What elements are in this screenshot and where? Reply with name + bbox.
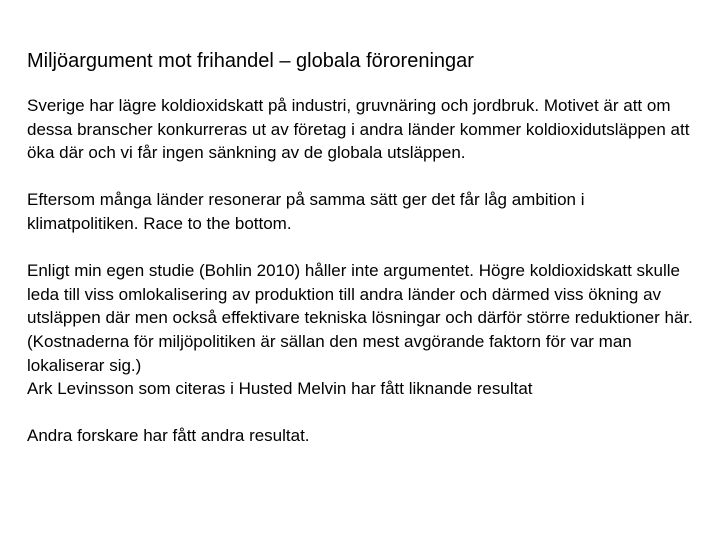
paragraph-spacer <box>27 401 697 425</box>
paragraph-other-researchers: Andra forskare har fått andra resultat. <box>27 426 310 446</box>
paragraph-race-to-bottom: Eftersom många länder resonerar på samma sätt ger det får låg ambition i klimatpolitiken. Race to the bottom. <box>27 190 585 233</box>
slide-body <box>27 94 697 448</box>
paragraph-spacer <box>27 236 697 260</box>
paragraph-carbon-tax: Sverige har lägre koldioxidskatt på industri, gruvnäring och jordbruk. Motivet är att om dessa branscher konkurreras ut av företag i andra länder kommer koldioxidutsläppen att öka där och vi får ingen sänkning av de globala utsläppen. <box>27 96 690 163</box>
slide-title: Miljöargument mot frihandel – globala föroreningar <box>27 50 474 72</box>
paragraph-levinsson: Ark Levinsson som citeras i Husted Melvin har fått liknande resultat <box>27 379 533 399</box>
paragraph-own-study: Enligt min egen studie (Bohlin 2010) håller inte argumentet. Högre koldioxidskatt skulle leda till viss omlokalisering av produktion till andra länder och därmed viss ökning av utsläppen där men också effektivare tekniska lösningar och därför större reduktioner här. (Kostnaderna för miljöpolitiken är sällan den mest avgörande faktorn för var man lokaliserar sig.) <box>27 261 693 375</box>
paragraph-spacer <box>27 165 697 189</box>
